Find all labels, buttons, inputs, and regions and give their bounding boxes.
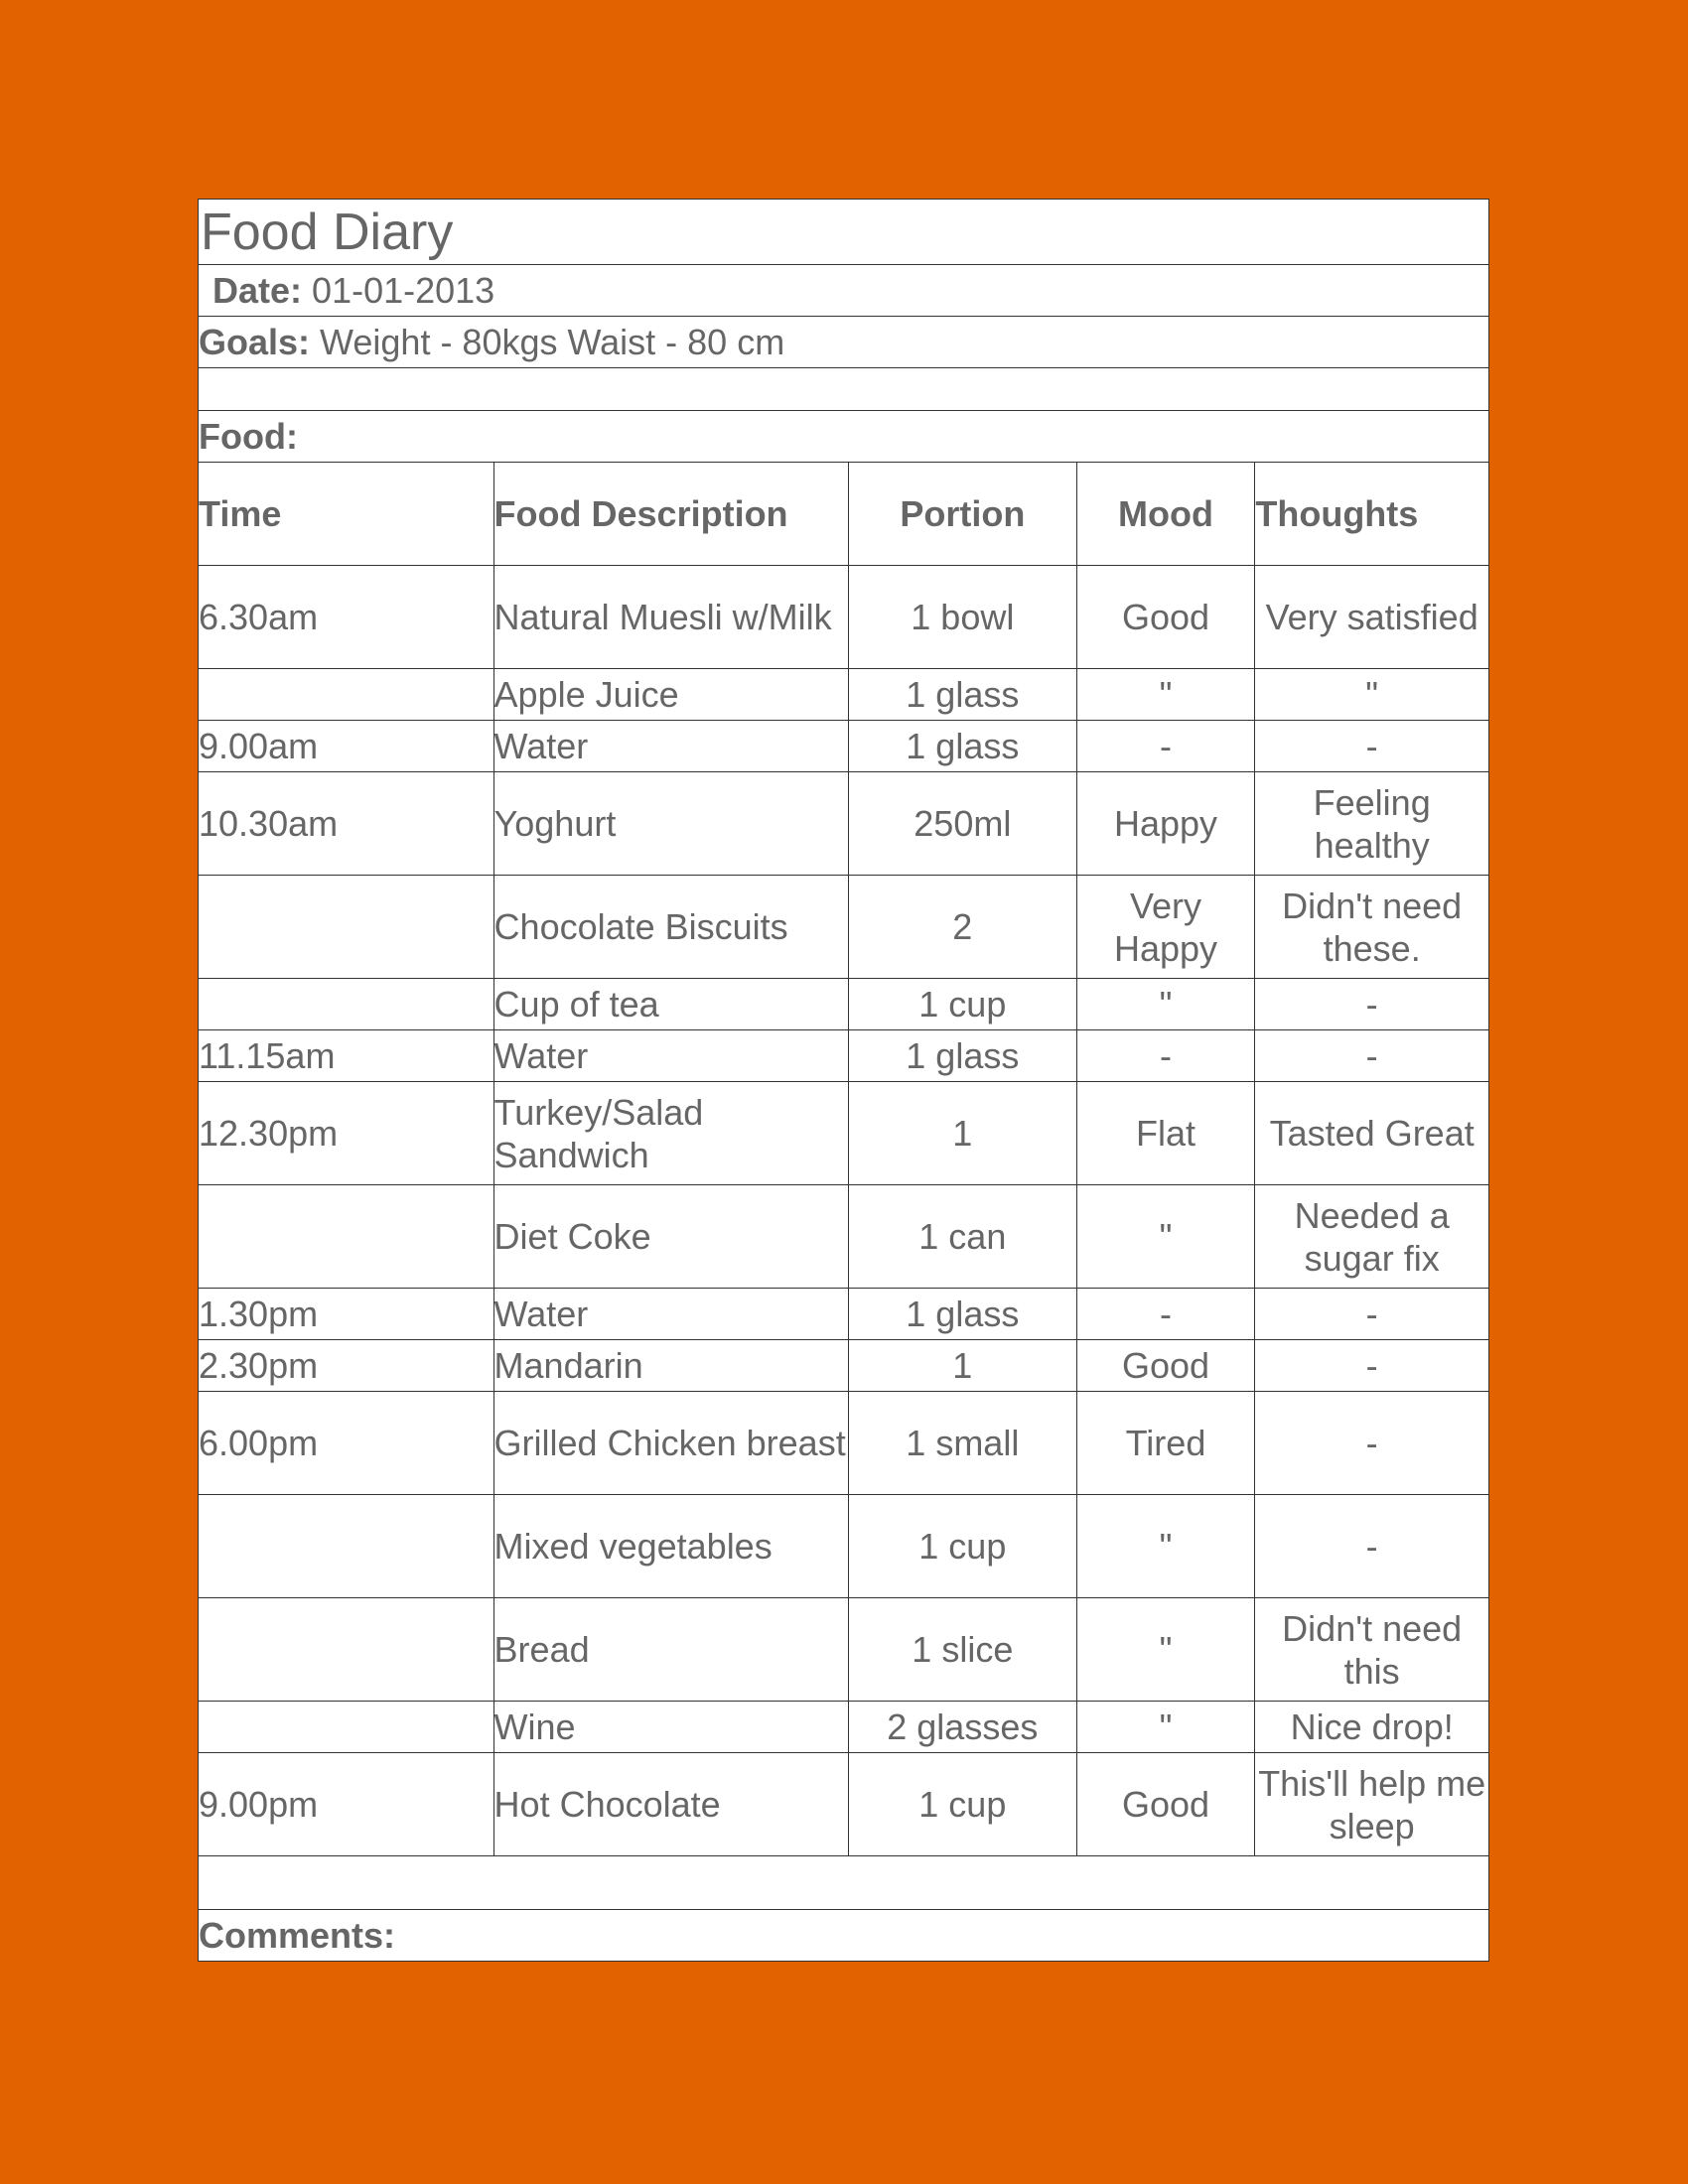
cell-food-description: Natural Muesli w/Milk [494,566,849,668]
cell-time: 10.30am [199,772,494,875]
header-food-description: Food Description [494,463,849,565]
title-row [199,200,1488,265]
cell-portion: 1 glass [849,1289,1077,1339]
cell-time: 6.30am [199,566,494,668]
comments-row [199,1910,1488,1962]
cell-food-description: Yoghurt [494,772,849,875]
table-row [199,772,1488,876]
cell-time [199,1598,494,1701]
cell-thoughts: Nice drop! [1290,1706,1454,1747]
header-mood: Mood [1077,463,1256,565]
cell-mood: " [1077,1495,1256,1597]
cell-mood: Good [1077,1340,1256,1391]
cell-portion: 1 cup [849,1753,1077,1855]
food-label-row [199,411,1488,463]
cell-mood: - [1077,1030,1256,1081]
cell-thoughts: Didn't need these. [1282,885,1463,969]
cell-portion: 250ml [849,772,1077,875]
goals-row [199,317,1488,368]
goals-value: Weight - 80kgs Waist - 80 cm [320,321,785,362]
cell-food-description: Water [494,1030,849,1081]
cell-mood: " [1077,669,1256,720]
cell-thoughts: - [1365,1526,1378,1567]
table-row [199,1702,1488,1753]
table-row [199,1598,1488,1702]
cell-time [199,876,494,978]
cell-food-description: Diet Coke [494,1185,849,1288]
cell-thoughts: - [1365,1423,1378,1463]
cell-mood: Good [1077,1753,1256,1855]
goals-label: Goals: [199,321,311,362]
table-row [199,979,1488,1030]
cell-mood: Tired [1077,1392,1256,1494]
spacer-row-bottom [199,1858,1488,1910]
cell-food-description: Turkey/Salad Sandwich [494,1082,849,1184]
cell-food-description: Bread [494,1598,849,1701]
table-row [199,721,1488,772]
cell-portion: 1 can [849,1185,1077,1288]
table-row [199,1289,1488,1340]
date-value: 01-01-2013 [312,269,495,311]
table-row [199,876,1488,979]
cell-portion: 1 glass [849,1030,1077,1081]
cell-thoughts: - [1365,726,1378,766]
date-row [199,265,1488,317]
cell-time: 12.30pm [199,1082,494,1184]
cell-time [199,669,494,720]
cell-mood: Happy [1077,772,1256,875]
cell-portion: 1 [849,1340,1077,1391]
food-diary-sheet [198,199,1489,1962]
cell-food-description: Chocolate Biscuits [494,876,849,978]
table-row [199,669,1488,721]
cell-portion: 1 small [849,1392,1077,1494]
spacer-row [199,368,1488,411]
cell-time: 2.30pm [199,1340,494,1391]
cell-thoughts: This'll help me sleep [1258,1762,1486,1846]
cell-portion: 1 cup [849,1495,1077,1597]
cell-time [199,1185,494,1288]
table-header-row [199,463,1488,566]
cell-food-description: Mandarin [494,1340,849,1391]
cell-mood: " [1077,1702,1256,1752]
cell-portion: 2 [849,876,1077,978]
table-row [199,1030,1488,1082]
cell-food-description: Cup of tea [494,979,849,1029]
cell-portion: 1 bowl [849,566,1077,668]
cell-food-description: Wine [494,1702,849,1752]
cell-time [199,979,494,1029]
cell-time: 9.00am [199,721,494,771]
cell-time: 6.00pm [199,1392,494,1494]
cell-time: 9.00pm [199,1753,494,1855]
table-row [199,1082,1488,1185]
food-label: Food: [199,415,298,457]
cell-thoughts: - [1365,984,1378,1024]
cell-mood: Flat [1077,1082,1256,1184]
cell-mood: Good [1077,566,1256,668]
table-row [199,566,1488,669]
cell-thoughts: Needed a sugar fix [1294,1194,1450,1279]
header-portion: Portion [849,463,1077,565]
cell-mood: - [1077,1289,1256,1339]
header-thoughts: Thoughts [1255,493,1419,534]
cell-food-description: Apple Juice [494,669,849,720]
cell-portion: 1 glass [849,721,1077,771]
cell-portion: 1 glass [849,669,1077,720]
cell-time: 1.30pm [199,1289,494,1339]
cell-food-description: Water [494,1289,849,1339]
cell-mood: Very Happy [1077,876,1256,978]
cell-thoughts: - [1365,1345,1378,1386]
date-label: Date: [212,269,303,311]
header-time: Time [199,463,494,565]
cell-thoughts: - [1365,1294,1378,1334]
cell-mood: " [1077,1598,1256,1701]
cell-portion: 1 [849,1082,1077,1184]
table-row [199,1495,1488,1598]
cell-thoughts: Very satisfied [1265,597,1478,637]
cell-food-description: Water [494,721,849,771]
table-row [199,1753,1488,1856]
cell-time [199,1495,494,1597]
cell-time [199,1702,494,1752]
cell-thoughts: - [1365,1035,1378,1076]
cell-thoughts: " [1365,674,1379,715]
comments-label: Comments: [199,1915,396,1956]
cell-food-description: Grilled Chicken breast [494,1392,849,1494]
cell-thoughts: Didn't need this [1282,1607,1463,1692]
cell-time: 11.15am [199,1030,494,1081]
cell-mood: " [1077,1185,1256,1288]
cell-portion: 2 glasses [849,1702,1077,1752]
table-row [199,1340,1488,1392]
cell-thoughts: Feeling healthy [1313,781,1431,866]
table-row [199,1392,1488,1495]
cell-mood: - [1077,721,1256,771]
cell-food-description: Mixed vegetables [494,1495,849,1597]
cell-food-description: Hot Chocolate [494,1753,849,1855]
cell-mood: " [1077,979,1256,1029]
page-title: Food Diary [201,203,454,261]
table-row [199,1185,1488,1289]
cell-thoughts: Tasted Great [1269,1113,1475,1154]
cell-portion: 1 slice [849,1598,1077,1701]
cell-portion: 1 cup [849,979,1077,1029]
